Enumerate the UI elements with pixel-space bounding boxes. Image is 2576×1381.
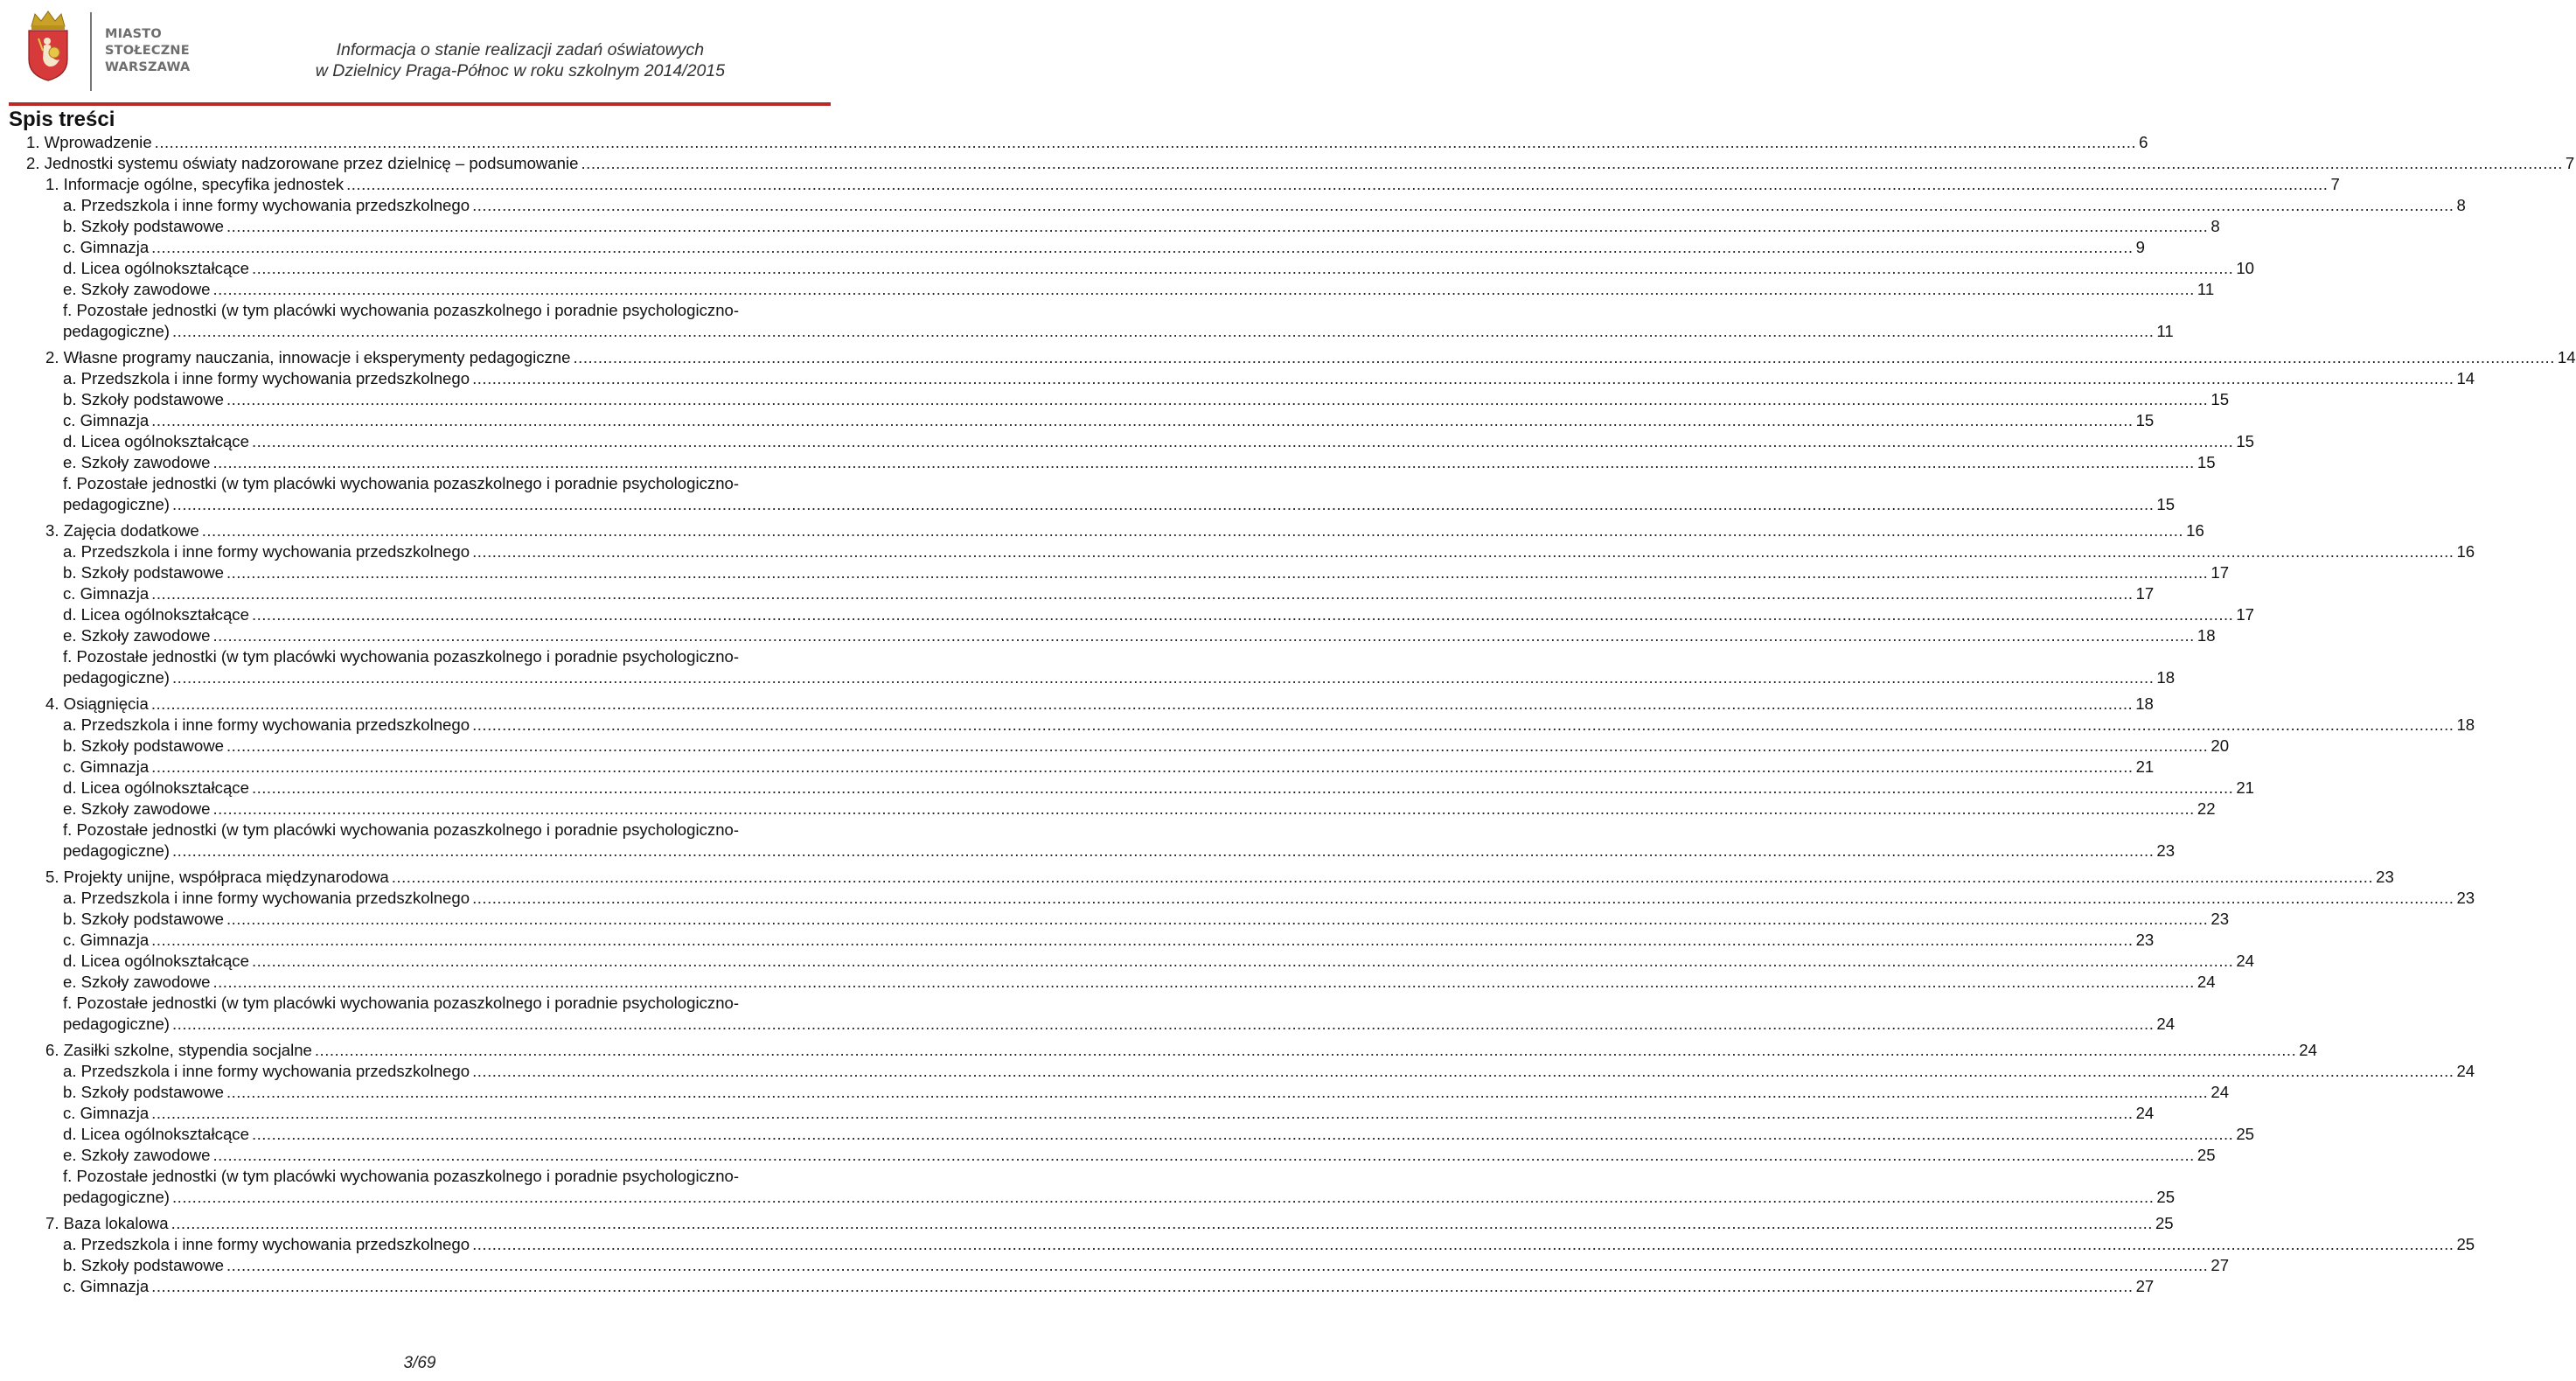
toc-entry[interactable] — [63, 195, 2466, 216]
toc-leader-dots: ................................................................................................................................................................................................................................................................................................................................................................................................................ — [226, 1083, 2209, 1101]
toc-entry-label: b. Szkoły podstawowe — [63, 217, 224, 235]
toc-entry-label: c. Gimnazja — [63, 411, 150, 429]
toc-leader-dots: ................................................................................................................................................................................................................................................................................................................................................................................................................ — [151, 1277, 2134, 1295]
toc-page-number: 15 — [2135, 411, 2155, 429]
toc-entry[interactable] — [63, 972, 2216, 993]
toc-entry-label: b. Szkoły podstawowe — [63, 736, 224, 755]
toc-entry-label: d. Licea ogólnokształcące — [63, 1125, 249, 1143]
toc-leader-dots: ................................................................................................................................................................................................................................................................................................................................................................................................................ — [346, 175, 2329, 193]
toc-page-number: 24 — [2456, 1062, 2475, 1080]
toc-leader-dots: ................................................................................................................................................................................................................................................................................................................................................................................................................ — [151, 1104, 2134, 1122]
toc-page-number: 8 — [2210, 217, 2220, 235]
toc-entry-label: e. Szkoły zawodowe — [63, 1146, 211, 1164]
toc-entry-label: 2. Własne programy nauczania, innowacje i eksperymenty pedagogiczne — [45, 348, 571, 366]
toc-leader-dots: ................................................................................................................................................................................................................................................................................................................................................................................................................ — [251, 259, 2234, 277]
toc-entry[interactable] — [63, 368, 2475, 389]
toc-entry-label: 1. Informacje ogólne, specyfika jednostek — [45, 175, 345, 193]
toc-entry-label: f. Pozostałe jednostki (w tym placówki wychowania pozaszkolnego i poradnie psychologiczno- — [63, 647, 740, 666]
title-line: Informacja o stanie realizacji zadań oświatowych — [336, 40, 705, 59]
toc-leader-dots: ................................................................................................................................................................................................................................................................................................................................................................................................................ — [472, 542, 2454, 561]
toc-entry[interactable] — [63, 389, 2230, 410]
toc-entry[interactable] — [63, 840, 2176, 861]
toc-page-number: 25 — [2155, 1214, 2174, 1232]
toc-entry-label: 3. Zajęcia dodatkowe — [45, 521, 199, 540]
toc-entry-label: e. Szkoły zawodowe — [63, 973, 211, 991]
toc-leader-dots: ................................................................................................................................................................................................................................................................................................................................................................................................................ — [251, 605, 2234, 624]
toc-leader-dots: ................................................................................................................................................................................................................................................................................................................................................................................................................ — [212, 973, 2195, 991]
toc-entry-label: f. Pozostałe jednostki (w tym placówki wychowania pozaszkolnego i poradnie psychologiczno- — [63, 994, 740, 1012]
toc-entry[interactable] — [63, 1276, 2155, 1297]
toc-entry-label: e. Szkoły zawodowe — [63, 453, 211, 471]
toc-entry-label: e. Szkoły zawodowe — [63, 626, 211, 645]
toc-entry-label: 1. Wprowadzenie — [26, 133, 152, 151]
toc-leader-dots: ................................................................................................................................................................................................................................................................................................................................................................................................................ — [172, 1015, 2155, 1033]
toc-leader-dots: ................................................................................................................................................................................................................................................................................................................................................................................................................ — [226, 390, 2209, 408]
toc-page-number: 25 — [2236, 1125, 2255, 1143]
toc-leader-dots: ................................................................................................................................................................................................................................................................................................................................................................................................................ — [581, 154, 2563, 172]
toc-entry-label: e. Szkoły zawodowe — [63, 799, 211, 818]
toc-entry-label: pedagogiczne) — [63, 1015, 170, 1033]
toc-leader-dots: ................................................................................................................................................................................................................................................................................................................................................................................................................ — [251, 952, 2234, 970]
toc-entry-label: a. Przedszkola i inne formy wychowania przedszkolnego — [63, 715, 470, 734]
toc-entry[interactable] — [63, 778, 2255, 799]
toc-entry-label: b. Szkoły podstawowe — [63, 1083, 224, 1101]
toc-leader-dots: ................................................................................................................................................................................................................................................................................................................................................................................................................ — [151, 238, 2134, 256]
toc-entry[interactable] — [45, 867, 2394, 888]
toc-entry-label: d. Licea ogólnokształcące — [63, 432, 249, 450]
toc-page-number: 11 — [2197, 280, 2215, 298]
toc-entry[interactable] — [63, 799, 2216, 820]
toc-entry-label: c. Gimnazja — [63, 1104, 150, 1122]
toc-leader-dots: ................................................................................................................................................................................................................................................................................................................................................................................................................ — [150, 694, 2134, 713]
toc-leader-dots: ................................................................................................................................................................................................................................................................................................................................................................................................................ — [212, 453, 2195, 471]
toc-page-number: 24 — [2156, 1015, 2176, 1033]
toc-page-number: 18 — [2156, 668, 2176, 687]
toc-page-number: 15 — [2156, 495, 2176, 513]
toc-entry-label: c. Gimnazja — [63, 757, 150, 776]
toc-entry-label: b. Szkoły podstawowe — [63, 563, 224, 582]
toc-leader-dots: ................................................................................................................................................................................................................................................................................................................................................................................................................ — [472, 715, 2454, 734]
toc-entry[interactable] — [63, 279, 2215, 300]
toc-entry-label: f. Pozostałe jednostki (w tym placówki wychowania pozaszkolnego i poradnie psychologiczno- — [63, 820, 740, 839]
toc-page-number: 23 — [2135, 931, 2155, 949]
toc-entry[interactable] — [63, 258, 2255, 279]
toc-page-number: 22 — [2197, 799, 2216, 818]
toc-entry-label: a. Przedszkola i inne formy wychowania przedszkolnego — [63, 369, 470, 387]
toc-leader-dots: ................................................................................................................................................................................................................................................................................................................................................................................................................ — [472, 369, 2454, 387]
toc-page-number: 23 — [2456, 889, 2475, 907]
toc-entry[interactable] — [63, 736, 2230, 757]
toc-entry-label: d. Licea ogólnokształcące — [63, 778, 249, 797]
toc-leader-dots: ................................................................................................................................................................................................................................................................................................................................................................................................................ — [472, 1062, 2454, 1080]
toc-leader-dots: ................................................................................................................................................................................................................................................................................................................................................................................................................ — [226, 1256, 2209, 1274]
title-line: w Dzielnicy Praga-Północ w roku szkolnym 2014/2015 — [315, 61, 725, 80]
toc-page-number: 18 — [2135, 694, 2154, 713]
toc-entry-label: c. Gimnazja — [63, 1277, 150, 1295]
toc-page-number: 24 — [2210, 1083, 2230, 1101]
toc-entry[interactable] — [63, 1014, 2176, 1035]
toc-leader-dots: ................................................................................................................................................................................................................................................................................................................................................................................................................ — [151, 411, 2134, 429]
toc-page-number: 17 — [2135, 584, 2155, 603]
toc-page-number: 27 — [2210, 1256, 2230, 1274]
toc-leader-dots: ................................................................................................................................................................................................................................................................................................................................................................................................................ — [172, 841, 2155, 860]
toc-leader-dots: ................................................................................................................................................................................................................................................................................................................................................................................................................ — [212, 1146, 2195, 1164]
toc-leader-dots: ................................................................................................................................................................................................................................................................................................................................................................................................................ — [172, 1188, 2155, 1206]
toc-page-number: 25 — [2456, 1235, 2475, 1253]
toc-entry-label: d. Licea ogólnokształcące — [63, 605, 249, 624]
toc-entry[interactable] — [63, 1103, 2155, 1124]
toc-entry-label: f. Pozostałe jednostki (w tym placówki wychowania pozaszkolnego i poradnie psychologiczno- — [63, 1167, 740, 1185]
toc-page-number: 10 — [2236, 259, 2255, 277]
toc-entry[interactable] — [63, 1145, 2216, 1166]
toc-entry-label: 7. Baza lokalowa — [45, 1214, 169, 1232]
toc-entry-label: a. Przedszkola i inne formy wychowania przedszkolnego — [63, 889, 470, 907]
toc-page-number: 7 — [2330, 175, 2340, 193]
toc-entry[interactable] — [63, 715, 2475, 736]
toc-entry-label: pedagogiczne) — [63, 1188, 170, 1206]
toc-page-number: 7 — [2565, 154, 2575, 172]
toc-entry-label: a. Przedszkola i inne formy wychowania przedszkolnego — [63, 196, 470, 214]
toc-leader-dots: ................................................................................................................................................................................................................................................................................................................................................................................................................ — [212, 626, 2195, 645]
toc-entry[interactable] — [63, 1124, 2255, 1145]
toc-entry-label: pedagogiczne) — [63, 322, 170, 340]
toc-entry[interactable] — [63, 604, 2255, 625]
org-line: MIASTO — [105, 27, 162, 41]
toc-entry[interactable] — [63, 541, 2475, 562]
toc-leader-dots: ................................................................................................................................................................................................................................................................................................................................................................................................................ — [172, 495, 2155, 513]
toc-entry[interactable] — [63, 1061, 2475, 1082]
toc-leader-dots: ................................................................................................................................................................................................................................................................................................................................................................................................................ — [251, 1125, 2234, 1143]
toc-leader-dots: ................................................................................................................................................................................................................................................................................................................................................................................................................ — [154, 133, 2137, 151]
toc-page-number: 23 — [2156, 841, 2176, 860]
toc-leader-dots: ................................................................................................................................................................................................................................................................................................................................................................................................................ — [226, 217, 2209, 235]
toc-entry[interactable] — [63, 321, 2174, 342]
toc-entry[interactable] — [45, 174, 2340, 195]
toc-page-number: 16 — [2456, 542, 2475, 561]
toc-page-number: 24 — [2299, 1041, 2317, 1059]
toc-entry-label: c. Gimnazja — [63, 238, 150, 256]
toc-leader-dots: ................................................................................................................................................................................................................................................................................................................................................................................................................ — [472, 1235, 2454, 1253]
toc-entry[interactable] — [63, 1187, 2176, 1208]
toc-leader-dots: ................................................................................................................................................................................................................................................................................................................................................................................................................ — [472, 196, 2454, 214]
toc-page-number: 18 — [2456, 715, 2475, 734]
toc-page-number: 18 — [2197, 626, 2216, 645]
toc-page-number: 16 — [2186, 521, 2204, 540]
toc-entry[interactable] — [45, 520, 2204, 541]
toc-entry[interactable] — [26, 153, 2575, 174]
toc-page-number: 23 — [2376, 868, 2394, 886]
toc-entry-label: 5. Projekty unijne, współpraca międzynarodowa — [45, 868, 389, 886]
toc-entry[interactable] — [63, 951, 2255, 972]
toc-entry-label: pedagogiczne) — [63, 841, 170, 860]
toc-leader-dots: ................................................................................................................................................................................................................................................................................................................................................................................................................ — [251, 778, 2234, 797]
toc-page-number: 20 — [2210, 736, 2230, 755]
toc-page-number: 21 — [2135, 757, 2155, 776]
toc-leader-dots: ................................................................................................................................................................................................................................................................................................................................................................................................................ — [151, 757, 2134, 776]
toc-page-number: 8 — [2456, 196, 2466, 214]
toc-entry-label: pedagogiczne) — [63, 668, 170, 687]
toc-entry[interactable] — [63, 625, 2216, 646]
toc-entry[interactable] — [63, 930, 2155, 951]
toc-leader-dots: ................................................................................................................................................................................................................................................................................................................................................................................................................ — [573, 348, 2555, 366]
toc-page-number: 15 — [2236, 432, 2255, 450]
toc-entry-label: a. Przedszkola i inne formy wychowania przedszkolnego — [63, 1235, 470, 1253]
page-number: 3/69 — [403, 1354, 436, 1372]
toc-page-number: 15 — [2197, 453, 2216, 471]
toc-leader-dots: ................................................................................................................................................................................................................................................................................................................................................................................................................ — [151, 584, 2134, 603]
toc-page-number: 24 — [2236, 952, 2255, 970]
org-line: STOŁECZNE — [105, 44, 190, 58]
toc-entry-label: e. Szkoły zawodowe — [63, 280, 211, 298]
toc-entry[interactable] — [45, 1213, 2174, 1234]
toc-entry-label: b. Szkoły podstawowe — [63, 910, 224, 928]
toc-entry[interactable] — [63, 431, 2255, 452]
toc-entry-label: f. Pozostałe jednostki (w tym placówki wychowania pozaszkolnego i poradnie psychologiczno- — [63, 301, 740, 319]
toc-entry[interactable] — [63, 237, 2145, 258]
toc-leader-dots: ................................................................................................................................................................................................................................................................................................................................................................................................................ — [226, 910, 2209, 928]
toc-page-number: 11 — [2156, 322, 2174, 340]
toc-page-number: 27 — [2135, 1277, 2155, 1295]
toc-entry[interactable] — [26, 132, 2148, 153]
toc-entry-label: pedagogiczne) — [63, 495, 170, 513]
toc-entry-label: 6. Zasiłki szkolne, stypendia socjalne — [45, 1041, 312, 1059]
toc-leader-dots: ................................................................................................................................................................................................................................................................................................................................................................................................................ — [171, 1214, 2153, 1232]
toc-leader-dots: ................................................................................................................................................................................................................................................................................................................................................................................................................ — [212, 799, 2195, 818]
toc-page-number: 17 — [2236, 605, 2255, 624]
toc-entry[interactable] — [63, 1082, 2230, 1103]
toc-entry-label: 4. Osiągnięcia — [45, 694, 149, 713]
toc-entry[interactable] — [63, 583, 2155, 604]
toc-entry-label: d. Licea ogólnokształcące — [63, 259, 249, 277]
toc-entry-label: c. Gimnazja — [63, 584, 150, 603]
toc-entry[interactable] — [63, 1234, 2475, 1255]
toc-entry[interactable] — [63, 1255, 2230, 1276]
toc-page-number: 6 — [2139, 133, 2148, 151]
toc-leader-dots: ................................................................................................................................................................................................................................................................................................................................................................................................................ — [172, 668, 2155, 687]
toc-leader-dots: ................................................................................................................................................................................................................................................................................................................................................................................................................ — [472, 889, 2454, 907]
toc-page-number: 17 — [2210, 563, 2230, 582]
toc-leader-dots: ................................................................................................................................................................................................................................................................................................................................................................................................................ — [212, 280, 2195, 298]
toc-leader-dots: ................................................................................................................................................................................................................................................................................................................................................................................................................ — [314, 1041, 2297, 1059]
toc-page-number: 24 — [2135, 1104, 2155, 1122]
toc-entry-label: f. Pozostałe jednostki (w tym placówki wychowania pozaszkolnego i poradnie psychologiczno- — [63, 474, 740, 492]
toc-leader-dots: ................................................................................................................................................................................................................................................................................................................................................................................................................ — [172, 322, 2155, 340]
toc-leader-dots: ................................................................................................................................................................................................................................................................................................................................................................................................................ — [391, 868, 2374, 886]
org-line: WARSZAWA — [105, 60, 191, 74]
toc-entry[interactable] — [63, 452, 2216, 473]
toc-entry-label: a. Przedszkola i inne formy wychowania przedszkolnego — [63, 542, 470, 561]
toc-entry-label: c. Gimnazja — [63, 931, 150, 949]
toc-leader-dots: ................................................................................................................................................................................................................................................................................................................................................................................................................ — [226, 563, 2209, 582]
toc-leader-dots: ................................................................................................................................................................................................................................................................................................................................................................................................................ — [151, 931, 2134, 949]
toc-leader-dots: ................................................................................................................................................................................................................................................................................................................................................................................................................ — [226, 736, 2209, 755]
toc-entry[interactable] — [63, 216, 2220, 237]
toc-entry[interactable] — [63, 562, 2230, 583]
toc-entry[interactable] — [63, 757, 2155, 778]
toc-page-number: 25 — [2156, 1188, 2176, 1206]
toc-entry[interactable] — [45, 694, 2154, 715]
toc-entry[interactable] — [45, 347, 2576, 368]
toc-leader-dots: ................................................................................................................................................................................................................................................................................................................................................................................................................ — [251, 432, 2234, 450]
toc-page-number: 14 — [2456, 369, 2475, 387]
toc-page-number: 9 — [2135, 238, 2145, 256]
toc-entry[interactable] — [63, 494, 2176, 515]
toc-page-number: 15 — [2210, 390, 2230, 408]
toc-page-number: 24 — [2197, 973, 2216, 991]
toc-entry-label: b. Szkoły podstawowe — [63, 1256, 224, 1274]
toc-leader-dots: ................................................................................................................................................................................................................................................................................................................................................................................................................ — [201, 521, 2184, 540]
toc-entry[interactable] — [63, 667, 2176, 688]
toc-page-number: 14 — [2557, 348, 2576, 366]
toc-entry[interactable] — [63, 410, 2155, 431]
toc-entry-label: a. Przedszkola i inne formy wychowania przedszkolnego — [63, 1062, 470, 1080]
toc-page-number: 23 — [2210, 910, 2230, 928]
toc-entry[interactable] — [63, 888, 2475, 909]
toc-page-number: 21 — [2236, 778, 2255, 797]
toc-entry-label: b. Szkoły podstawowe — [63, 390, 224, 408]
toc-entry-label: 2. Jednostki systemu oświaty nadzorowane przez dzielnicę – podsumowanie — [26, 154, 579, 172]
toc-heading: Spis treści — [9, 108, 115, 131]
toc-entry[interactable] — [45, 1040, 2317, 1061]
toc-entry-label: d. Licea ogólnokształcące — [63, 952, 249, 970]
toc-entry[interactable] — [63, 909, 2230, 930]
toc-page-number: 25 — [2197, 1146, 2216, 1164]
